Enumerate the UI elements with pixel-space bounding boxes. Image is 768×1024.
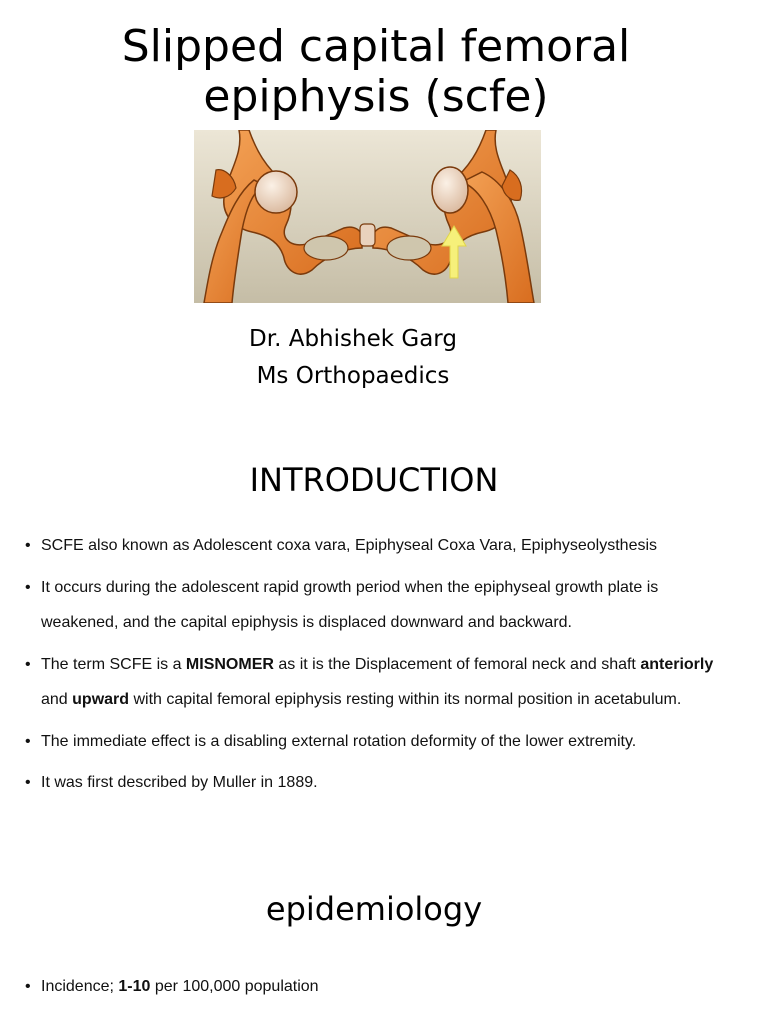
- pelvis-hip-illustration: [194, 130, 541, 303]
- introduction-bullet-list: [0, 528, 752, 807]
- author-degree: Ms Orthopaedics: [256, 363, 450, 389]
- list-item: • The term SCFE is a MISNOMER as it is the Displacement of femoral neck and shaft anteriorly and upward with capital femoral epiphysis resting within its normal position in acetabulum.: [0, 647, 752, 718]
- emphasis-upward: upward: [72, 691, 130, 708]
- list-item: • It was first described by Muller in 1889.: [0, 765, 752, 801]
- author-name: Dr. Abhishek Garg: [249, 326, 457, 352]
- epidemiology-bullet-list: [0, 969, 752, 1011]
- introduction-heading: INTRODUCTION: [249, 461, 499, 499]
- title-line-1: Slipped capital femoral: [121, 21, 631, 72]
- author-block: [0, 321, 706, 395]
- emphasis-misnomer: MISNOMER: [185, 655, 274, 673]
- emphasis-incidence: 1-10: [118, 978, 151, 995]
- list-item: • SCFE also known as Adolescent coxa vara, Epiphyseal Coxa Vara, Epiphyseolysthesis: [0, 528, 752, 564]
- epidemiology-heading: epidemiology: [265, 890, 483, 928]
- list-item: • It occurs during the adolescent rapid growth period when the epiphyseal growth plate is weakened, and the capital epiphysis is displaced downward and backward.: [0, 570, 752, 641]
- title-line-2: epiphysis (scfe): [203, 71, 549, 122]
- emphasis-anteriorly: anteriorly: [640, 655, 714, 673]
- list-item: • Incidence; 1-10 per 100,000 population: [0, 969, 752, 1005]
- slide-title: [0, 22, 752, 122]
- list-item: • The immediate effect is a disabling external rotation deformity of the lower extremity.: [0, 724, 752, 760]
